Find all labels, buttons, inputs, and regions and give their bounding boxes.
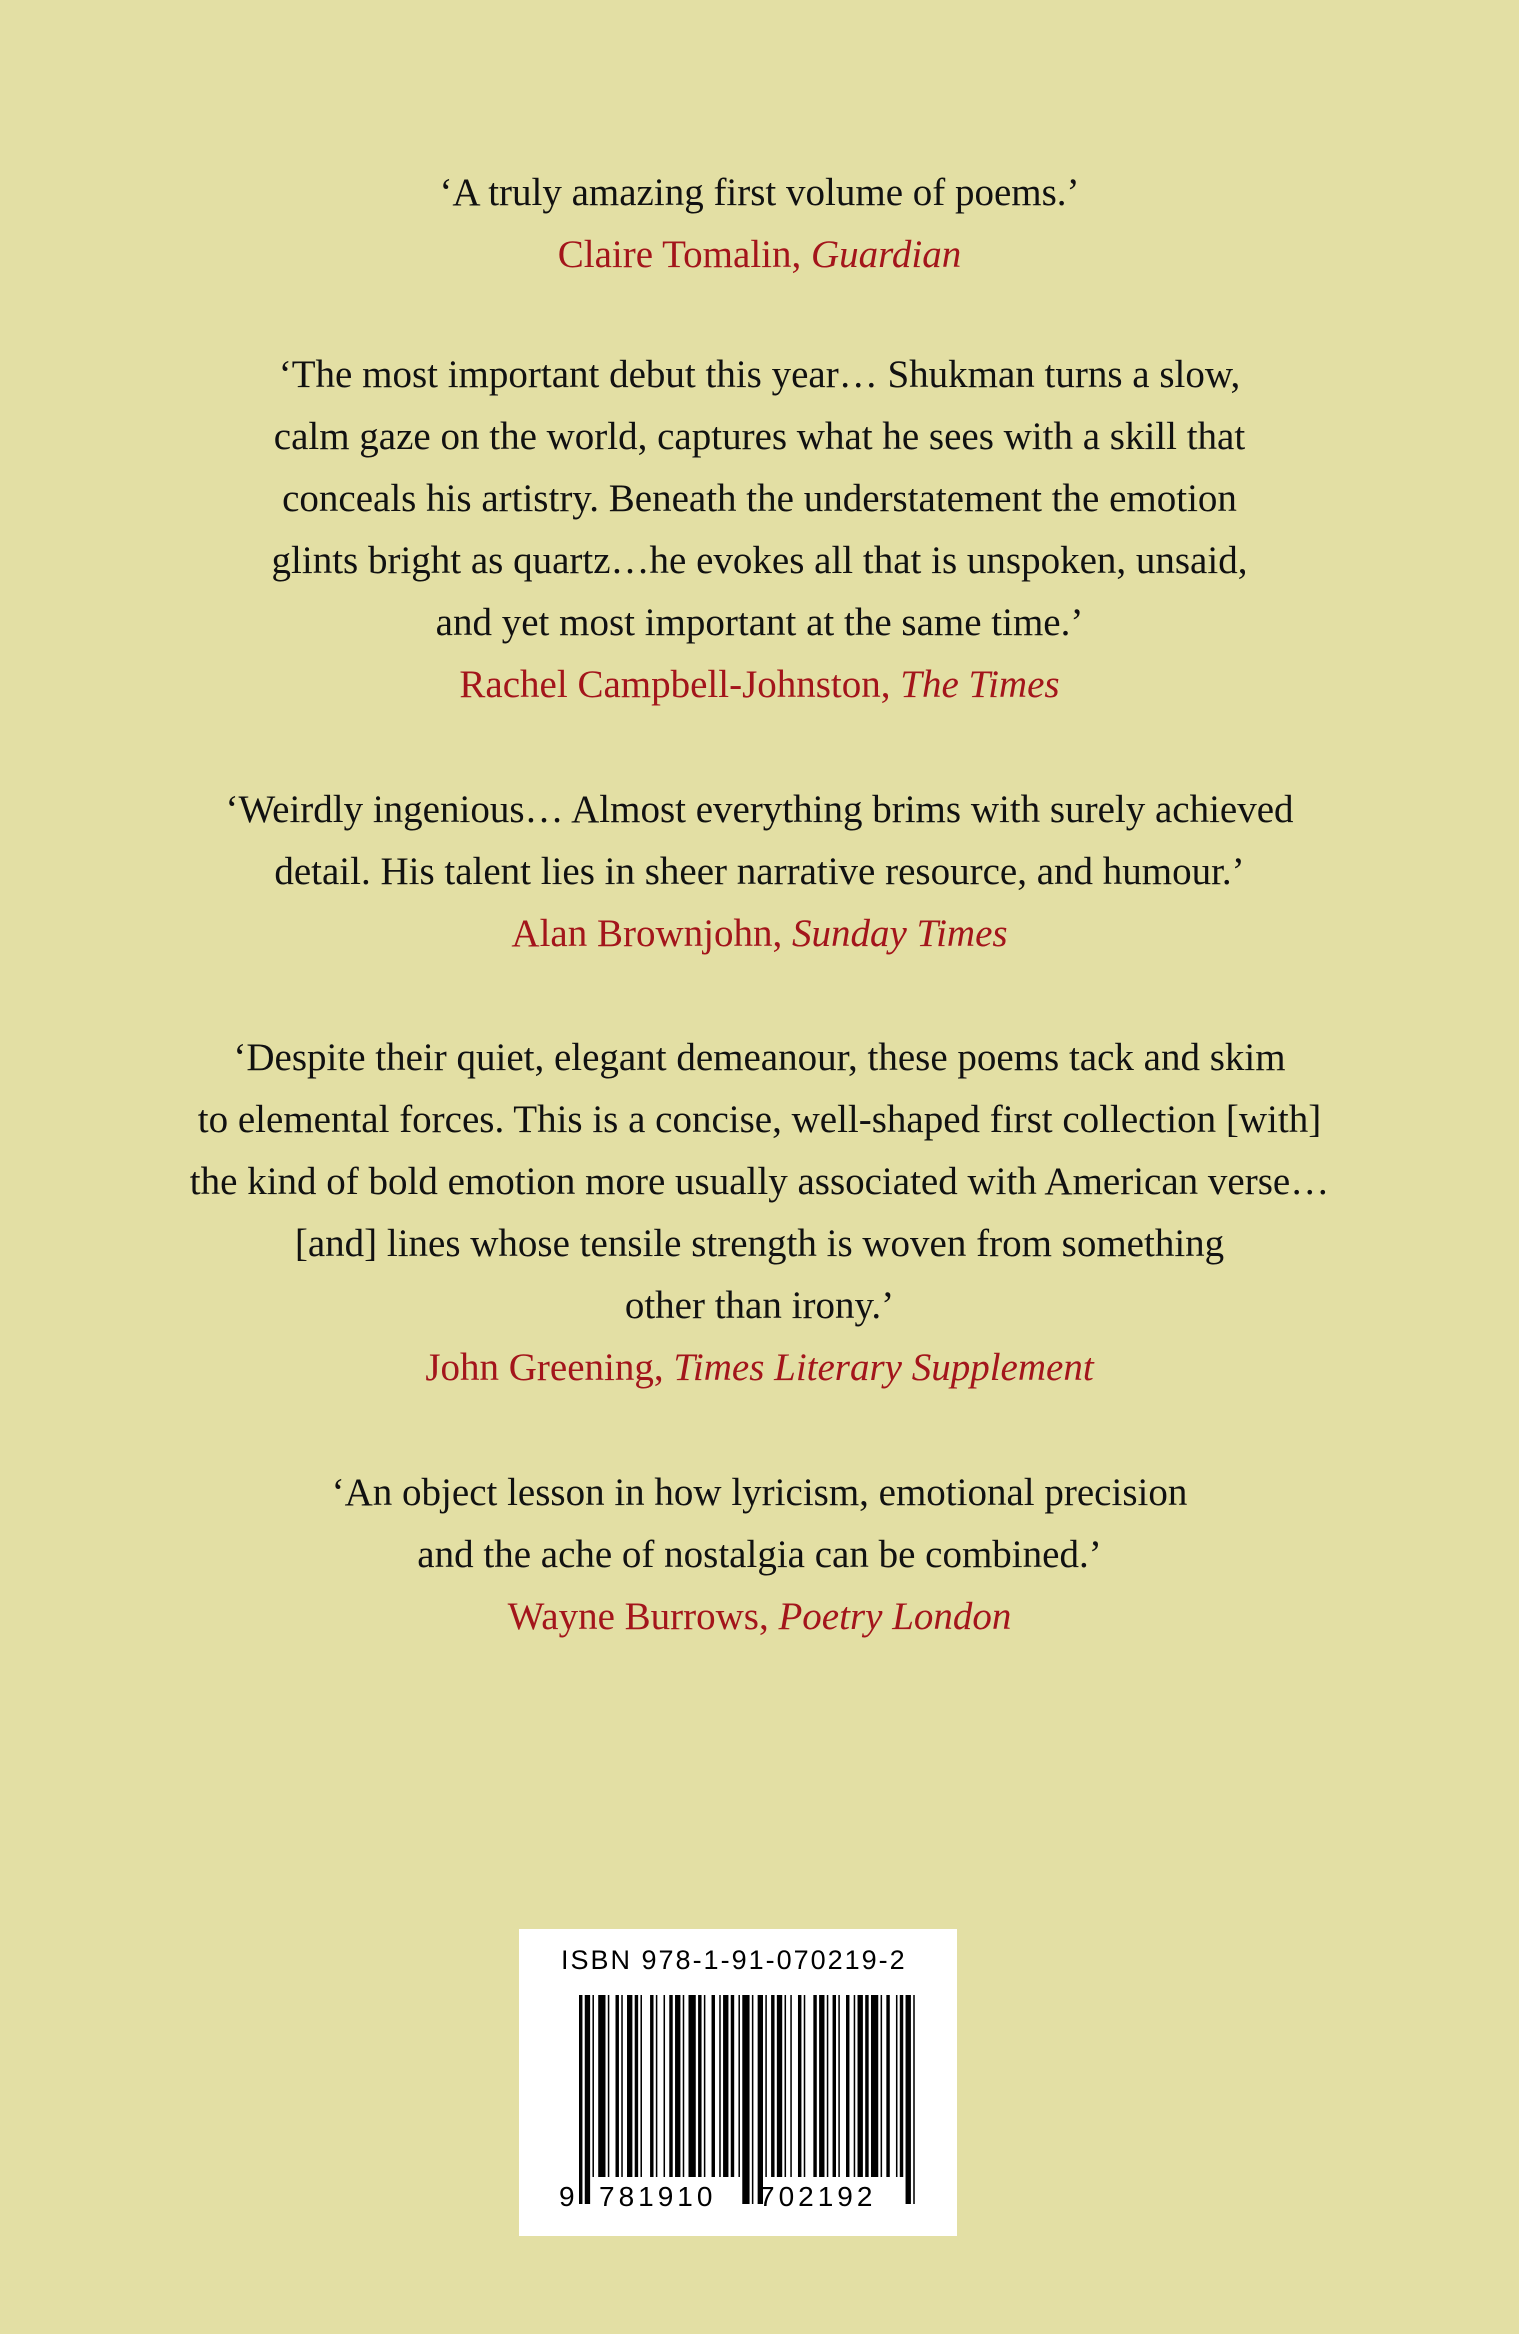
barcode-bar xyxy=(608,1995,610,2177)
review-2-source: The Times xyxy=(900,663,1060,706)
barcode-bar xyxy=(627,1995,632,2177)
barcode-bar xyxy=(858,1995,863,2177)
review-2-attribution xyxy=(0,654,1519,716)
review-5-line-1: ‘An object lesson in how lyricism, emotional precision xyxy=(331,1471,1188,1514)
isbn-label: ISBN 978-1-91-070219-2 xyxy=(561,1945,907,1975)
review-3-source: Sunday Times xyxy=(791,912,1008,955)
barcode-bar xyxy=(804,1995,806,2177)
barcode-bar xyxy=(854,1995,856,2177)
review-3-author: Alan Brownjohn, xyxy=(511,912,792,955)
barcode-bar xyxy=(616,1995,619,2177)
review-4-line-3: the kind of bold emotion more usually associated with American verse… xyxy=(189,1160,1330,1203)
barcode-bar xyxy=(704,1995,706,2177)
review-3-attribution xyxy=(0,903,1519,965)
barcode-bar xyxy=(719,1995,721,2177)
review-3-line-2: detail. His talent lies in sheer narrative resource, and humour.’ xyxy=(274,850,1245,893)
review-4-source: Times Literary Supplement xyxy=(673,1346,1094,1389)
barcode-bar xyxy=(731,1995,734,2177)
barcode-bar xyxy=(723,1995,728,2177)
review-2-line-2: calm gaze on the world, captures what he sees with a skill that xyxy=(273,415,1246,458)
review-2-line-5: and yet most important at the same time.’ xyxy=(435,601,1084,644)
review-1-author: Claire Tomalin, xyxy=(557,233,812,276)
review-4-line-2: to elemental forces. This is a concise, well-shaped first collection [with] xyxy=(197,1098,1322,1141)
barcode-bar xyxy=(598,1995,605,2177)
review-4-line-1: ‘Despite their quiet, elegant demeanour, these poems tack and skim xyxy=(233,1036,1286,1079)
review-1-source: Guardian xyxy=(811,233,962,276)
review-5-author: Wayne Burrows, xyxy=(507,1595,779,1638)
review-2-line-4: glints bright as quartz…he evokes all that is unspoken, unsaid, xyxy=(271,539,1248,582)
barcode-first-digit: 9 xyxy=(559,2181,579,2212)
barcode-bar xyxy=(819,1995,824,2177)
barcode-bar xyxy=(900,1995,903,2177)
barcode-bar xyxy=(838,1995,840,2177)
barcode-bar xyxy=(813,1995,816,2177)
review-2-line-3: conceals his artistry. Beneath the understatement the emotion xyxy=(282,477,1237,520)
isbn-barcode xyxy=(519,1929,957,2236)
barcode-bar xyxy=(585,1995,590,2204)
barcode-bar xyxy=(765,1995,767,2177)
review-4-line-4: [and] lines whose tensile strength is woven from something xyxy=(294,1222,1225,1265)
review-2-author: Rachel Campbell-Johnston, xyxy=(459,663,901,706)
barcode-bar xyxy=(712,1995,715,2177)
barcode-left-digits: 781910 xyxy=(599,2181,717,2212)
review-3 xyxy=(0,779,1519,965)
barcode-bar xyxy=(881,1995,883,2177)
barcode-bar xyxy=(827,1995,829,2177)
barcode-bar xyxy=(785,1995,787,2177)
review-3-line-1: ‘Weirdly ingenious… Almost everything brims with surely achieved xyxy=(225,788,1294,831)
barcode-bar xyxy=(798,1995,801,2177)
review-1-attribution xyxy=(0,224,1519,286)
barcode-bar xyxy=(871,1995,878,2177)
barcode-bar xyxy=(656,1995,658,2177)
barcode-bar xyxy=(640,1995,642,2177)
barcode-right-digits: 702192 xyxy=(759,2181,877,2212)
barcode-bar xyxy=(688,1995,695,2177)
barcode-bar xyxy=(906,1995,911,2204)
barcode-bar xyxy=(621,1995,623,2177)
barcode-bar xyxy=(698,1995,701,2177)
review-5-source: Poetry London xyxy=(778,1595,1012,1638)
barcode-bar xyxy=(752,1995,754,2204)
review-5 xyxy=(0,1462,1519,1648)
barcode-bar xyxy=(669,1995,672,2177)
barcode-bar xyxy=(738,1995,740,2177)
review-1 xyxy=(0,162,1519,286)
review-2-line-1: ‘The most important debut this year… Shukman turns a slow, xyxy=(278,353,1241,396)
barcode-bar xyxy=(896,1995,898,2177)
barcode-bar xyxy=(771,1995,774,2177)
barcode-bar xyxy=(790,1995,792,2177)
review-1-line-1: ‘A truly amazing first volume of poems.’ xyxy=(439,171,1080,214)
barcode-bar xyxy=(777,1995,782,2177)
barcode-bar xyxy=(886,1995,889,2177)
review-4 xyxy=(0,1027,1519,1399)
barcode-bar xyxy=(742,1995,749,2204)
barcode-bar xyxy=(579,1995,582,2204)
barcode-bar xyxy=(683,1995,685,2177)
barcode-bar xyxy=(664,1995,666,2177)
review-4-line-5: other than irony.’ xyxy=(624,1284,895,1327)
review-2 xyxy=(0,344,1519,716)
barcode-bar xyxy=(592,1995,594,2177)
review-5-line-2: and the ache of nostalgia can be combined.’ xyxy=(417,1533,1102,1576)
barcode-bar xyxy=(846,1995,849,2177)
barcode-bars xyxy=(519,1929,957,2236)
review-4-author: John Greening, xyxy=(425,1346,674,1389)
barcode-bar xyxy=(675,1995,680,2177)
barcode-bar xyxy=(650,1995,653,2177)
barcode-bar xyxy=(913,1995,915,2204)
barcode-bar xyxy=(635,1995,638,2177)
barcode-bar xyxy=(833,1995,836,2177)
review-4-attribution xyxy=(0,1337,1519,1399)
barcode-bar xyxy=(758,1995,763,2204)
barcode-bar xyxy=(865,1995,868,2177)
review-5-attribution xyxy=(0,1586,1519,1648)
